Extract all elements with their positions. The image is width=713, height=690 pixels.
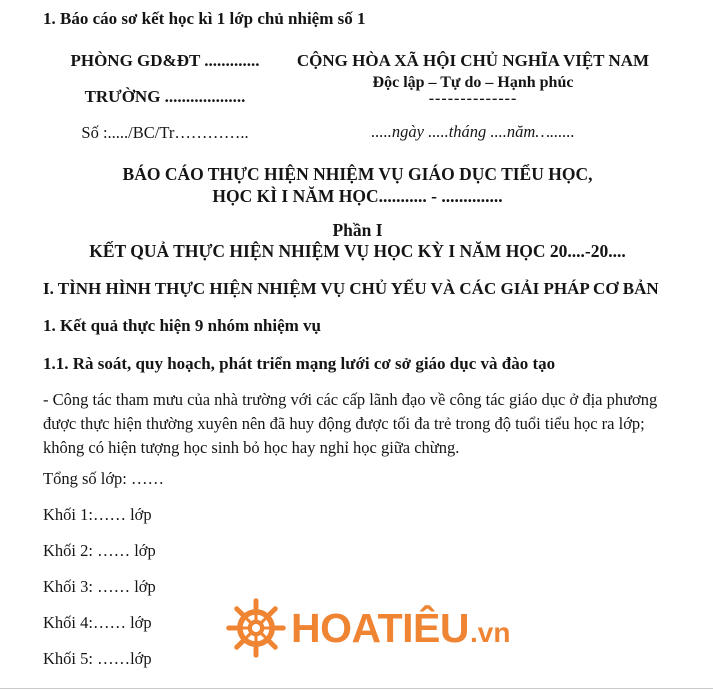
report-title [43, 164, 672, 207]
watermark-tld-text: .vn [469, 616, 511, 648]
page-bottom-divider [0, 688, 713, 689]
subsection-1-heading: 1. Kết quả thực hiện 9 nhóm nhiệm vụ [43, 316, 321, 335]
report-title-line1: BÁO CÁO THỰC HIỆN NHIỆM VỤ GIÁO DỤC TIỂU HỌC, [122, 164, 593, 184]
grade-3-line: Khối 3: …… lớp [43, 577, 156, 596]
ship-wheel-icon [225, 597, 287, 659]
section-1-heading: I. TÌNH HÌNH THỰC HIỆN NHIỆM VỤ CHỦ YẾU VÀ CÁC GIẢI PHÁP CƠ BẢN [43, 279, 659, 298]
hoatieu-watermark-logo [225, 597, 510, 659]
part-block [43, 220, 672, 262]
body-paragraph: - Công tác tham mưu của nhà trường với các cấp lãnh đạo về công tác giáo dục ở địa phương được thực hiện thường xuyên nên đã huy động được tối đa trẻ trong độ tuổi tiểu học ra lớp; không có hiện tượng học sinh bỏ học hay nghỉ học giữa chừng. [43, 390, 658, 457]
total-classes-line: Tổng số lớp: …… [43, 469, 165, 488]
education-office-line: PHÒNG GD&ĐT ............. [70, 51, 260, 70]
national-motto-line: Độc lập – Tự do – Hạnh phúc [372, 74, 574, 91]
grade-5-line: Khối 5: ……lớp [43, 649, 152, 668]
date-line: .....ngày .....tháng ....năm…...... [371, 122, 575, 141]
report-title-line2: HỌC KÌ I NĂM HỌC........... - .............. [212, 186, 503, 206]
grade-2-line: Khối 2: …… lớp [43, 541, 156, 560]
header-right-column [287, 50, 659, 143]
document-number-line: Số :...../BC/Tr………….. [81, 123, 249, 142]
grade-4-line: Khối 4:…… lớp [43, 613, 152, 632]
watermark-wordmark [291, 604, 511, 651]
document-header [43, 50, 672, 143]
watermark-brand-text: HOATIÊU [291, 604, 469, 651]
school-name-line: TRƯỜNG ................... [84, 87, 246, 106]
national-title-line: CỘNG HÒA XÃ HỘI CHỦ NGHĨA VIỆT NAM [296, 51, 650, 70]
header-left-column [43, 50, 287, 143]
top-heading: 1. Báo cáo sơ kết học kì 1 lớp chủ nhiệm số 1 [43, 9, 366, 28]
grade-1-line: Khối 1:…… lớp [43, 505, 152, 524]
part-label: Phần I [332, 220, 383, 240]
subsection-1-1-heading: 1.1. Rà soát, quy hoạch, phát triển mạng lưới cơ sở giáo dục và đào tạo [43, 354, 556, 373]
part-title: KẾT QUẢ THỰC HIỆN NHIỆM VỤ HỌC KỲ I NĂM HỌC 20....-20.... [89, 241, 626, 261]
motto-divider: -------------- [428, 90, 518, 107]
